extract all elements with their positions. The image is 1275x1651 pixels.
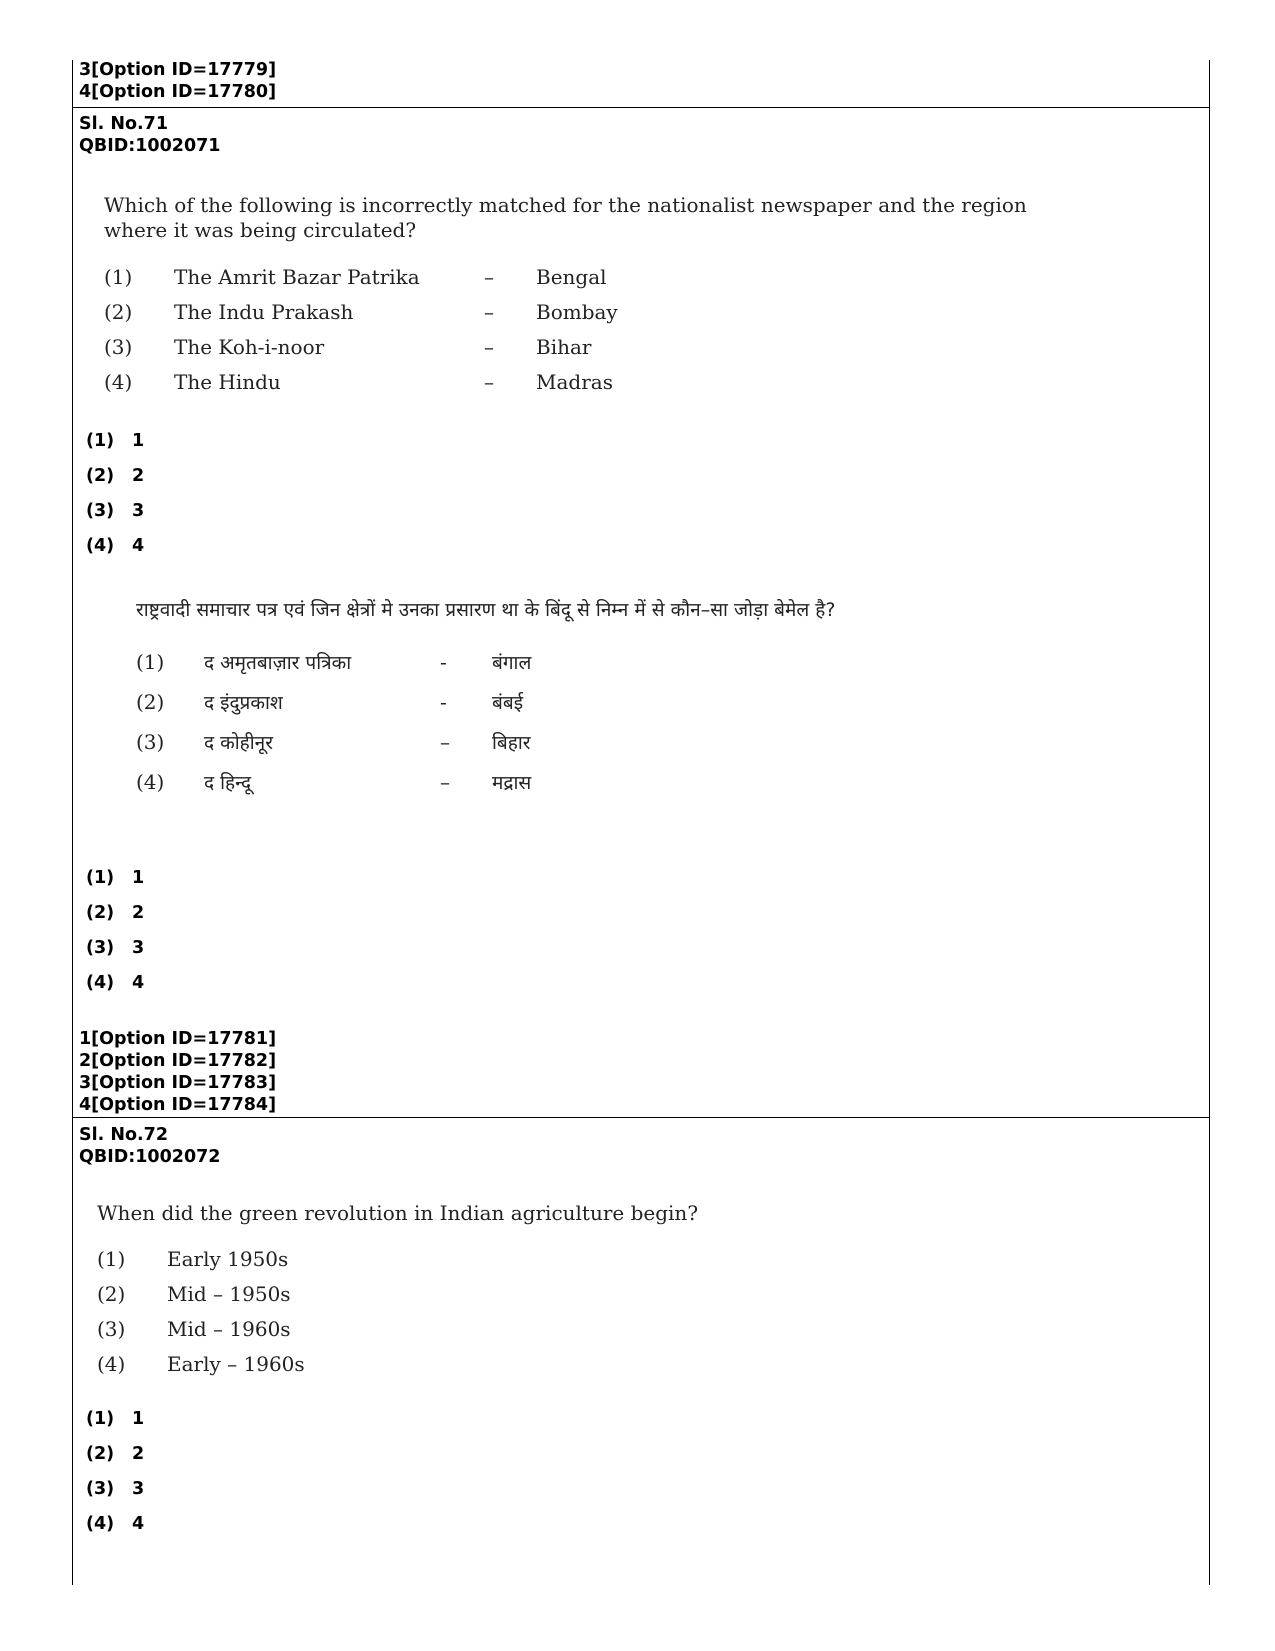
newspaper-name: द अमृतबाज़ार पत्रिका (204, 652, 352, 674)
question-divider (72, 1117, 1210, 1118)
option-row (97, 1311, 305, 1346)
option-text: Early 1950s (167, 1246, 289, 1271)
answer-choice[interactable] (86, 1513, 144, 1548)
answer-choice[interactable] (86, 535, 144, 570)
dash: – (484, 369, 494, 394)
region-name: Bombay (536, 299, 618, 324)
answer-value: 4 (132, 536, 145, 556)
option-number: (4) (136, 770, 165, 794)
answer-number: (3) (86, 501, 115, 521)
q71-answers-hi (86, 867, 144, 1007)
q71-option-ids (79, 1028, 276, 1116)
answer-number: (1) (86, 431, 115, 451)
newspaper-name: द इंदुप्रकाश (204, 692, 283, 714)
option-id-line: 2[Option ID=17782] (79, 1051, 277, 1071)
q72-options-en (97, 1241, 305, 1381)
option-number: (3) (136, 730, 165, 754)
option-number: (3) (104, 334, 133, 359)
option-row (136, 722, 531, 762)
option-number: (2) (136, 690, 165, 714)
option-number: (3) (97, 1316, 126, 1341)
q71-question-en (104, 193, 1027, 243)
answer-choice[interactable] (86, 972, 144, 1007)
q72-answers (86, 1408, 144, 1548)
option-row (136, 642, 531, 682)
newspaper-name: द हिन्दू (204, 772, 252, 794)
option-text: Mid – 1950s (167, 1281, 291, 1306)
option-id-line: 4[Option ID=17780] (79, 82, 277, 102)
region-name: Bihar (536, 334, 592, 359)
answer-number: (2) (86, 1444, 115, 1464)
answer-choice[interactable] (86, 430, 144, 465)
dash: – (484, 299, 494, 324)
newspaper-name: The Indu Prakash (174, 299, 354, 324)
question-line: Which of the following is incorrectly matched for the nationalist newspaper and the region (104, 193, 1027, 217)
answer-value: 3 (132, 1479, 145, 1499)
prev-option-ids (79, 59, 276, 103)
q71-options-hi (136, 642, 531, 802)
answer-choice[interactable] (86, 902, 144, 937)
option-number: (2) (104, 299, 133, 324)
answer-choice[interactable] (86, 867, 144, 902)
answer-choice[interactable] (86, 1408, 144, 1443)
answer-number: (3) (86, 938, 115, 958)
option-row (97, 1276, 305, 1311)
q72-question-en: When did the green revolution in Indian agriculture begin? (97, 1201, 699, 1225)
newspaper-name: द कोहीनूर (204, 732, 273, 754)
option-number: (4) (104, 369, 133, 394)
option-row (97, 1241, 305, 1276)
answer-choice[interactable] (86, 500, 144, 535)
option-number: (1) (104, 264, 133, 289)
q71-header (79, 113, 221, 157)
answer-number: (4) (86, 536, 115, 556)
option-id-line: 3[Option ID=17783] (79, 1073, 277, 1093)
option-number: (2) (97, 1281, 126, 1306)
answer-number: (2) (86, 903, 115, 923)
dash: – (484, 264, 494, 289)
option-id-line: 1[Option ID=17781] (79, 1029, 277, 1049)
option-text: Early – 1960s (167, 1351, 305, 1376)
region-name: मद्रास (492, 772, 532, 794)
region-name: बंबई (492, 692, 524, 714)
option-number: (4) (97, 1351, 126, 1376)
region-name: बंगाल (492, 652, 532, 674)
answer-choice[interactable] (86, 1443, 144, 1478)
answer-number: (3) (86, 1479, 115, 1499)
answer-choice[interactable] (86, 465, 144, 500)
answer-value: 1 (132, 431, 145, 451)
answer-value: 2 (132, 466, 145, 486)
region-name: Madras (536, 369, 613, 394)
answer-value: 1 (132, 1409, 145, 1429)
option-row (136, 762, 531, 802)
answer-number: (4) (86, 973, 115, 993)
answer-value: 2 (132, 1444, 145, 1464)
option-row (104, 294, 618, 329)
dash: – (440, 730, 450, 754)
option-number: (1) (136, 650, 165, 674)
option-row (97, 1346, 305, 1381)
q71-answers-en (86, 430, 144, 570)
newspaper-name: The Amrit Bazar Patrika (174, 264, 420, 289)
answer-number: (2) (86, 466, 115, 486)
answer-number: (1) (86, 868, 115, 888)
dash: – (484, 334, 494, 359)
question-divider (72, 107, 1210, 108)
q72-header (79, 1124, 221, 1168)
dash: - (440, 690, 447, 714)
newspaper-name: The Koh-i-noor (174, 334, 325, 359)
option-row (104, 259, 618, 294)
region-name: Bengal (536, 264, 607, 289)
region-name: बिहार (492, 732, 531, 754)
answer-value: 4 (132, 1514, 145, 1534)
answer-value: 2 (132, 903, 145, 923)
answer-choice[interactable] (86, 1478, 144, 1513)
answer-number: (4) (86, 1514, 115, 1534)
qbid: QBID:1002072 (79, 1147, 221, 1167)
newspaper-name: The Hindu (174, 369, 281, 394)
answer-value: 4 (132, 973, 145, 993)
option-number: (1) (97, 1246, 126, 1271)
option-row (136, 682, 531, 722)
serial-number: Sl. No.72 (79, 1125, 169, 1145)
qbid: QBID:1002071 (79, 136, 221, 156)
q71-options-en (104, 259, 618, 399)
answer-value: 1 (132, 868, 145, 888)
answer-choice[interactable] (86, 937, 144, 972)
question-line: where it was being circulated? (104, 218, 417, 242)
answer-value: 3 (132, 938, 145, 958)
answer-number: (1) (86, 1409, 115, 1429)
option-text: Mid – 1960s (167, 1316, 291, 1341)
q71-question-hi: राष्ट्रवादी समाचार पत्र एवं जिन क्षेत्रों मे उनका प्रसारण था के बिंदू से निम्न में से कौन–सा जोड़ा बेमेल है? (136, 599, 836, 621)
option-id-line: 3[Option ID=17779] (79, 60, 277, 80)
option-id-line: 4[Option ID=17784] (79, 1095, 277, 1115)
dash: – (440, 770, 450, 794)
dash: - (440, 650, 447, 674)
serial-number: Sl. No.71 (79, 114, 169, 134)
answer-value: 3 (132, 501, 145, 521)
option-row (104, 364, 618, 399)
option-row (104, 329, 618, 364)
